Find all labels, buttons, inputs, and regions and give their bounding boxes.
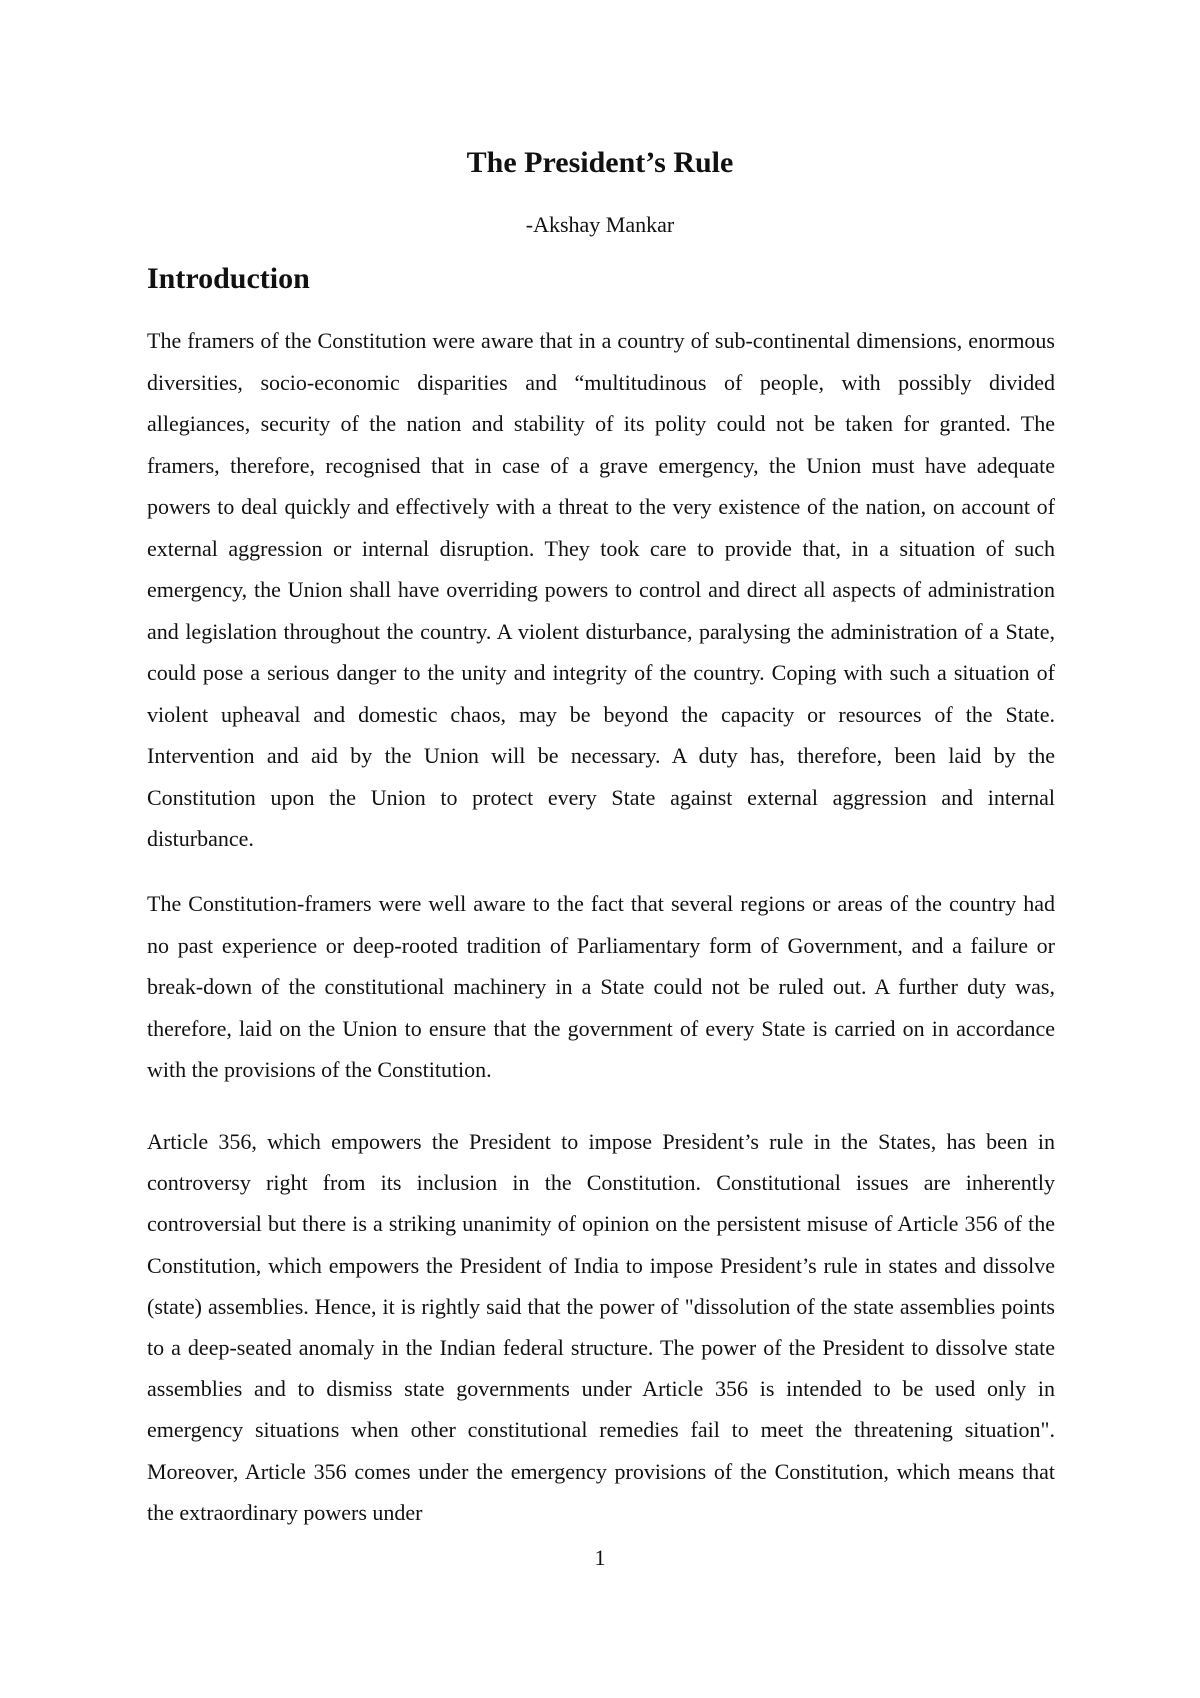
document-title: The President’s Rule bbox=[466, 146, 734, 179]
paragraph: The framers of the Constitution were aware that in a country of sub-continental dimensions, enormous diversities, socio-economic disparities and “multitudinous of people, with possibly divided allegiances, security of the nation and stability of its polity could not be taken for granted. The framers, therefore, recognised that in case of a grave emergency, the Union must have adequate powers to deal quickly and effectively with a threat to the very existence of the nation, on account of external aggression or internal disruption. They took care to provide that, in a situation of such emergency, the Union shall have overriding powers to control and direct all aspects of administration and legislation throughout the country. A violent disturbance, paralysing the administration of a State, could pose a serious danger to the unity and integrity of the country. Coping with such a situation of violent upheaval and domestic chaos, may be beyond the capacity or resources of the State. Intervention and aid by the Union will be necessary. A duty has, therefore, been laid by the Constitution upon the Union to protect every State against external aggression and internal disturbance. bbox=[147, 328, 1055, 851]
page-number: 1 bbox=[594, 1545, 606, 1570]
section-heading: Introduction bbox=[147, 262, 310, 295]
author-line: -Akshay Mankar bbox=[525, 212, 675, 237]
paragraph: Article 356, which empowers the President to impose President’s rule in the States, has been in controversy right from its inclusion in the Constitution. Constitutional issues are inherently controversial but there is a striking unanimity of opinion on the persistent misuse of Article 356 of the Constitution, which empowers the President of India to impose President’s rule in states and dissolve (state) assemblies. Hence, it is rightly said that the power of "dissolution of the state assemblies points to a deep-seated anomaly in the Indian federal structure. The power of the President to dissolve state assemblies and to dismiss state governments under Article 356 is intended to be used only in emergency situations when other constitutional remedies fail to meet the threatening situation". Moreover, Article 356 comes under the emergency provisions of the Constitution, which means that the extraordinary powers under bbox=[147, 1129, 1055, 1525]
paragraph: The Constitution-framers were well aware to the fact that several regions or areas of the country had no past experience or deep-rooted tradition of Parliamentary form of Government, and a failure or break-down of the constitutional machinery in a State could not be ruled out. A further duty was, therefore, laid on the Union to ensure that the government of every State is carried on in accordance with the provisions of the Constitution. bbox=[147, 891, 1055, 1082]
